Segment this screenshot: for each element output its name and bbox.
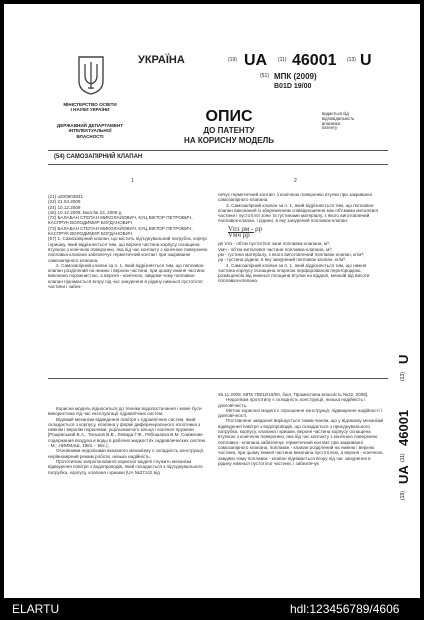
ministry-name [48, 102, 132, 113]
country-code: UA [244, 52, 268, 69]
formula-where: ρр - густина рідини, в яку занурений поплавок-клапан, кг/м³. [218, 257, 346, 263]
claims-column [218, 192, 384, 284]
ministry-line: І НАУКИ УКРАЇНИ [70, 107, 110, 113]
divider-description [48, 378, 388, 379]
claim-2: 2. Самозапірний клапан за п. 1, який відрізняється тим, що поплавок-клапан розділений на нижню і верхню частини, при цьому нижня частина виконана порожнистою, а верхня - конічною, завдяки чому поплавок-клапан піднімається вгору під час занурення в рідину нижньої пустотілої частини і забез- [48, 262, 205, 290]
side-note-line: відповідальність [322, 115, 355, 121]
description-right [218, 392, 384, 466]
biblio-24: (24) 10.12.2009 [48, 204, 81, 210]
claim-2-continued: печує герметичний контакт з конічною поверхнею втулки при закриванні самозапірного клапана. [218, 192, 372, 203]
inid-51: (51) [260, 73, 269, 79]
handle-identifier: hdl:123456789/4606 [290, 602, 400, 616]
patent-number: 46001 [292, 52, 337, 69]
description-paragraph: Недоліком прототипу є складність конструкції, низька надійність і довговічність. [218, 397, 366, 408]
kind-code: U [360, 52, 372, 69]
biblio-72: (72) БАЛАБАН СТЕПАН МИКОЛАЙОВИЧ, КУЦ ВІКТОР ПЕТРОВИЧ, КАСПРУК ВОЛОДИМИР БОГДАНОВИЧ [48, 215, 193, 226]
claim-3: 3. Самозапірний клапан за п. 1, який відрізняється тим, що поплавок-клапан виконаний із збереженням співвідношення між об'ємами металевої частини і пустотілої зони та густинами матеріалу, з якого виготовлений поплавок-клапан, і рідини, в яку занурений поплавок-клапан: [218, 202, 378, 224]
mpk-label: МПК (2009) [274, 72, 317, 81]
vertical-inid19: (19) [400, 491, 406, 500]
inid-19: (19) [228, 57, 237, 63]
classification: B01D 19/00 [274, 83, 312, 90]
vertical-kind: U [396, 354, 411, 364]
footer-bar [0, 598, 424, 620]
document-subtitle [154, 126, 304, 145]
formula-where: Vмч - об'єм металевої частини поплавка-клапана, м³; [218, 246, 333, 252]
description-paragraph: Метою корисної моделі є спрощення конструкції, підвищення надійності і довговічності. [218, 407, 382, 419]
document-title: ОПИС [205, 108, 253, 125]
inid-13: (13) [347, 57, 356, 63]
side-note [322, 112, 388, 131]
column-number: 1 [131, 178, 134, 184]
vertical-cc: UA [396, 465, 411, 484]
formula [228, 224, 384, 240]
invention-title: (54) САМОЗАПІРНИЙ КЛАПАН [54, 154, 143, 160]
description-paragraph: Корисна модель відноситься до техніки водопостачання і може бути використана під час експлуатації гідравлічних систем. [48, 406, 202, 417]
side-note-line: патенту [322, 125, 338, 131]
country-name: УКРАЇНА [138, 54, 185, 66]
department-line: ДЕРЖАВНИЙ ДЕПАРТАМЕНТ [56, 123, 124, 128]
coat-of-arms-emblem [76, 54, 106, 96]
column-number: 2 [294, 178, 297, 184]
subtitle-line: НА КОРИСНУ МОДЕЛЬ [184, 135, 274, 145]
vertical-inid11: (11) [400, 453, 406, 462]
vertical-number: 46001 [396, 409, 411, 446]
description-paragraph: Відомий механізм відведення повітря з гідравлічних систем, який складається з корпусу, клапана у формі диференціального золотника з нижнім і верхнім поршнями, ущільнюючого кільця і конічної пружини [Рощевський В.А., Тальков В.В., Левада Г.Ф., Рябошапка В.М. Снижение содержания воздуха и воды в рабочих жидкостях гидравлических систем. - М.: НИИМАШ, 1981. - 58с.]. [48, 416, 207, 449]
divider-top [48, 150, 388, 151]
claim-4: 4. Самозапірний клапан за п. 1, який відрізняється тим, що нижня частина корпусу оснащена опорною перфорованою перегородкою, розміщеною від нижньої площини втулки на віддалі, меншій від висоти поплавка-клапана. [218, 262, 370, 284]
subtitle-line: ДО ПАТЕНТУ [203, 126, 255, 135]
claim-1: (57) 1. Самозапірний клапан, що містить під'єднувальний патрубок, корпус і кришку, який відрізняється тим, що верхня частина корпусу оснащена втулкою з конічною поверхнею, яка під час контакту з конічною поверхнею поплавка-клапана забезпечує герметичний контакт при закриванні самозапірного клапана. [48, 236, 208, 263]
description-paragraph: 25.11.2008. МПК 7В01D19/00, бюл. Промислова власність №22, 2008]. [218, 392, 369, 397]
description-paragraph: Прототипом запропонованої корисної моделі служить механізм відведення повітря з водопроводів, який складається з під'єднувального патрубка, корпусу, клапана і кришки [UA №37142 від [48, 458, 203, 475]
description-paragraph: Основними недоліками вказаного механізму є складність конструкції, нерівномірний режим роботи, низька надійність. [48, 448, 205, 459]
department-line: ВЛАСНОСТІ [76, 133, 104, 139]
formula-where: ρм - густина матеріалу, з якого виготовлений поплавок-клапан, кг/м³; [218, 251, 365, 257]
vertical-inid13: (13) [400, 372, 406, 381]
description-paragraph: Поставлене завдання вирішується таким чином, що у відомому механізмі відведення повітря з водопроводів, що складається з приєднувального патрубка, корпусу, клапана і кришки, верхня частина корпусу оснащена втулкою з конічною поверхнею, яка під час контакту з конічною поверхнею поплавка - клапана забезпечує герметичний контакт при закриванні самозапірного клапана, поплавок - клапан розділений на нижню і верхню частини, при цьому нижня частина виконана пустотілою, а верхня - конічною, завдяки чому поплавок - клапан піднімається вгору під час занурення в рідину нижньої пустотілої частини, і забезпечує [218, 418, 384, 466]
bibliographic-block [48, 194, 208, 289]
divider-title [48, 164, 388, 165]
description-left [48, 406, 208, 475]
biblio-21: (21) u200903831 [48, 194, 83, 199]
ministry-line: МІНІСТЕРСТВО ОСВІТИ [63, 102, 117, 107]
repository-name: ELARTU [12, 602, 60, 616]
biblio-46: (46) 10.12.2009, Бюл.№ 23, 2009 р. [48, 209, 123, 215]
side-note-line: власника [322, 120, 340, 126]
inid-11: (11) [278, 57, 287, 63]
biblio-73: (73) БАЛАБАН СТЕПАН МИКОЛАЙОВИЧ, КУЦ ВІКТОР ПЕТРОВИЧ, КАСПРУК ВОЛОДИМИР БОГДАНОВИЧ [48, 225, 193, 237]
side-note-line: видається під [322, 111, 349, 116]
biblio-22: (22) 21.04.2009 [48, 199, 81, 205]
formula-where: де Vпз - об'єм пустотілої зони поплавка-клапана, м³; [218, 241, 330, 247]
formula-denominator: Vмч ρр [228, 231, 250, 240]
department-name [48, 123, 132, 139]
patent-page [4, 4, 420, 598]
department-line: ІНТЕЛЕКТУАЛЬНОЇ [68, 128, 112, 134]
formula-numerator: Vпз ρм - ρр [228, 224, 263, 233]
